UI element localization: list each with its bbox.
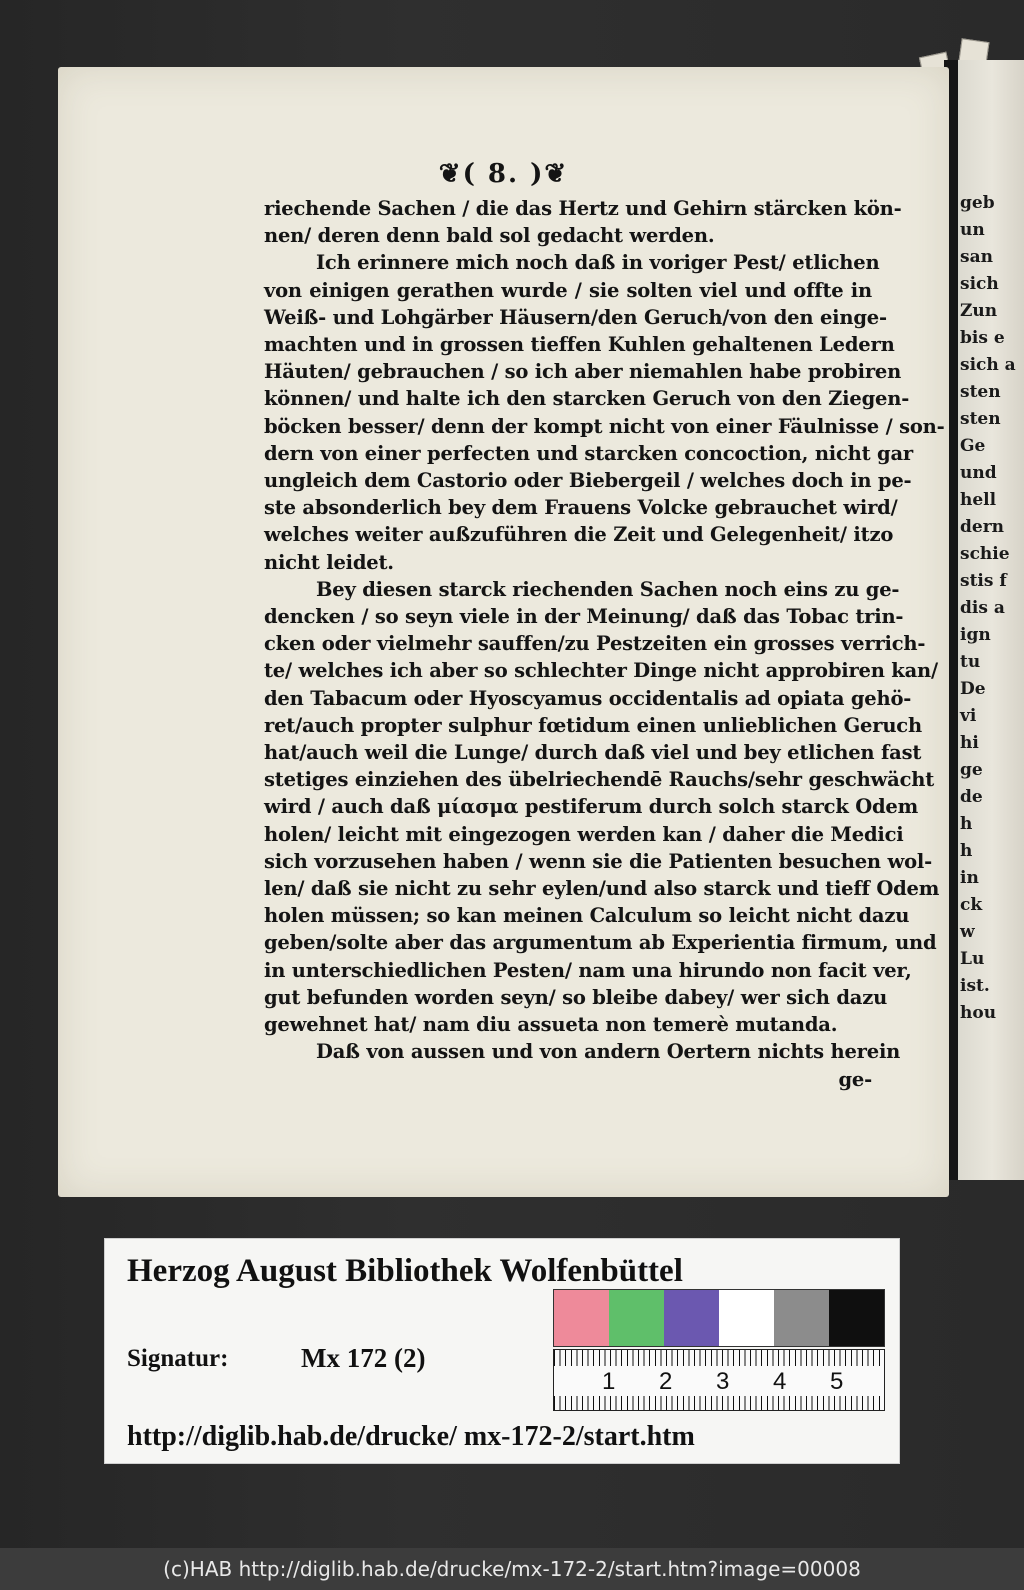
- next-page-fragment: vi: [960, 706, 977, 726]
- next-page-fragment: sten: [960, 382, 1001, 402]
- color-swatch: [554, 1290, 609, 1346]
- next-page-fragment: hou: [960, 1003, 997, 1023]
- text-line: wird / auch daß μίασμα pestiferum durch solch starck Odem: [264, 795, 919, 819]
- signatur-label: Signatur:: [127, 1345, 229, 1372]
- text-line: sich vorzusehen haben / wenn sie die Patienten besuchen wol-: [264, 849, 932, 873]
- ruler-number: 4: [773, 1368, 787, 1395]
- text-line: nicht leidet.: [264, 550, 394, 574]
- next-page-fragment: sten: [960, 409, 1001, 429]
- text-line: Häuten/ gebrauchen / so ich aber niemahlen habe probiren: [264, 360, 902, 384]
- library-calibration-card: [104, 1238, 900, 1464]
- text-line: böcken besser/ denn der kompt nicht von einer Fäulnisse / son-: [264, 414, 945, 438]
- text-line: nen/ deren denn bald sol gedacht werden.: [264, 224, 715, 248]
- text-line: den Tabacum oder Hyoscyamus occidentalis ad opiata gehö-: [264, 686, 912, 710]
- measurement-ruler: [553, 1349, 885, 1411]
- text-line: cken oder vielmehr sauffen/zu Pestzeiten ein grosses verrich-: [264, 632, 926, 656]
- text-line: gewehnet hat/ nam diu assueta non temerè mutanda.: [264, 1013, 838, 1037]
- next-page-fragment: ist.: [960, 976, 990, 996]
- text-line: hat/auch weil die Lunge/ durch daß viel und bey etlichen fast: [264, 741, 922, 765]
- copyright-footer: [0, 1548, 1024, 1590]
- text-line: Weiß- und Lohgärber Häusern/den Geruch/von den einge-: [264, 305, 887, 329]
- text-line: holen müssen; so kan meinen Calculum so leicht nicht dazu: [264, 904, 910, 928]
- text-line: dern von einer perfecten und starcken concoction, nicht gar: [264, 441, 914, 465]
- library-url: http://diglib.hab.de/drucke/ mx-172-2/start.htm: [127, 1421, 695, 1452]
- next-page-fragment: h: [960, 841, 973, 861]
- text-line: te/ welches ich aber so schlechter Dinge nicht approbiren kan/: [264, 659, 938, 683]
- ruler-ticks-top: [554, 1350, 884, 1366]
- next-page-fragment: Zun: [960, 301, 998, 321]
- next-page-fragment: hell: [960, 490, 997, 510]
- text-line: riechende Sachen / die das Hertz und Gehirn stärcken kön-: [264, 197, 902, 220]
- next-page-fragment: Ge: [960, 436, 986, 456]
- color-swatch: [719, 1290, 774, 1346]
- next-page-fragment: Lu: [960, 949, 985, 969]
- page-body-text: [264, 195, 945, 1093]
- ruler-number: 1: [602, 1368, 616, 1395]
- next-page-fragment: ge: [960, 760, 983, 780]
- next-page-fragment: dis a: [960, 598, 1005, 618]
- next-page-fragment: tu: [960, 652, 981, 672]
- next-page-fragment: De: [960, 679, 986, 699]
- color-swatch: [664, 1290, 719, 1346]
- signatur-value: Mx 172 (2): [301, 1343, 426, 1373]
- text-line: holen/ leicht mit eingezogen werden kan / daher die Medici: [264, 822, 904, 846]
- color-swatch: [774, 1290, 829, 1346]
- footer-text: (c)HAB http://diglib.hab.de/drucke/mx-172-2/start.htm?image=00008: [163, 1557, 861, 1581]
- next-page-fragment: geb: [960, 193, 995, 213]
- text-line: gut befunden worden seyn/ so bleibe dabey/ wer sich dazu: [264, 985, 888, 1009]
- text-line: von einigen gerathen wurde / sie solten viel und offte in: [264, 278, 872, 302]
- next-page-fragment: ck: [960, 895, 983, 915]
- text-line: welches weiter außzuführen die Zeit und Gelegenheit/ itzo: [264, 523, 894, 547]
- next-page-fragment: w: [960, 922, 975, 942]
- next-page-fragment: h: [960, 814, 973, 834]
- ruler-number: 2: [659, 1368, 673, 1395]
- next-page-fragment: schie: [960, 544, 1010, 564]
- next-page-fragment: sich: [960, 274, 999, 294]
- next-page-fragment: in: [960, 868, 979, 888]
- next-page-fragment: und: [960, 463, 997, 483]
- text-line: Ich erinnere mich noch daß in voriger Pest/ etlichen: [316, 251, 880, 275]
- next-page-fragment: dern: [960, 517, 1005, 537]
- ruler-number: 5: [830, 1368, 844, 1395]
- next-page-text-fragments: [960, 190, 1020, 1027]
- next-page-fragment: sich a: [960, 355, 1016, 375]
- text-line: in unterschiedlichen Pesten/ nam una hirundo non facit ver,: [264, 958, 912, 982]
- next-page-fragment: un: [960, 220, 985, 240]
- color-swatches: [553, 1289, 885, 1347]
- next-page-fragment: hi: [960, 733, 979, 753]
- text-line: ste absonderlich bey dem Frauens Volcke gebrauchet wird/: [264, 496, 898, 520]
- text-line: Bey diesen starck riechenden Sachen noch eins zu ge-: [316, 577, 900, 601]
- text-line: ge-: [838, 1067, 872, 1091]
- next-page-fragment: bis e: [960, 328, 1005, 348]
- text-line: können/ und halte ich den starcken Geruch von den Ziegen-: [264, 387, 910, 411]
- text-line: dencken / so seyn viele in der Meinung/ daß das Tobac trin-: [264, 605, 904, 629]
- color-swatch: [829, 1290, 884, 1346]
- book-page: [58, 67, 949, 1197]
- color-swatch: [609, 1290, 664, 1346]
- library-title: Herzog August Bibliothek Wolfenbüttel: [127, 1253, 683, 1289]
- text-line: stetiges einziehen des übelriechendē Rauchs/sehr geschwächt: [264, 768, 935, 792]
- next-page-fragment: stis f: [960, 571, 1007, 591]
- text-line: ungleich dem Castorio oder Biebergeil / welches doch in pe-: [264, 469, 912, 493]
- text-line: Daß von aussen und von andern Oertern nichts herein: [316, 1040, 901, 1064]
- text-line: len/ daß sie nicht zu sehr eylen/und also starck und tieff Odem: [264, 877, 940, 901]
- text-line: ret/auch propter sulphur fœtidum einen unlieblichen Geruch: [264, 713, 922, 737]
- text-line: machten und in grossen tieffen Kuhlen gehaltenen Ledern: [264, 333, 895, 357]
- next-page-edge: [944, 60, 1024, 1180]
- ruler-ticks-bottom: [554, 1396, 884, 1410]
- ruler-number: 3: [716, 1368, 730, 1395]
- next-page-fragment: san: [960, 247, 993, 267]
- next-page-fragment: ign: [960, 625, 991, 645]
- text-line: geben/solte aber das argumentum ab Experientia firmum, und: [264, 931, 937, 955]
- next-page-fragment: de: [960, 787, 983, 807]
- page-number: ❦( 8. )❦: [438, 159, 569, 189]
